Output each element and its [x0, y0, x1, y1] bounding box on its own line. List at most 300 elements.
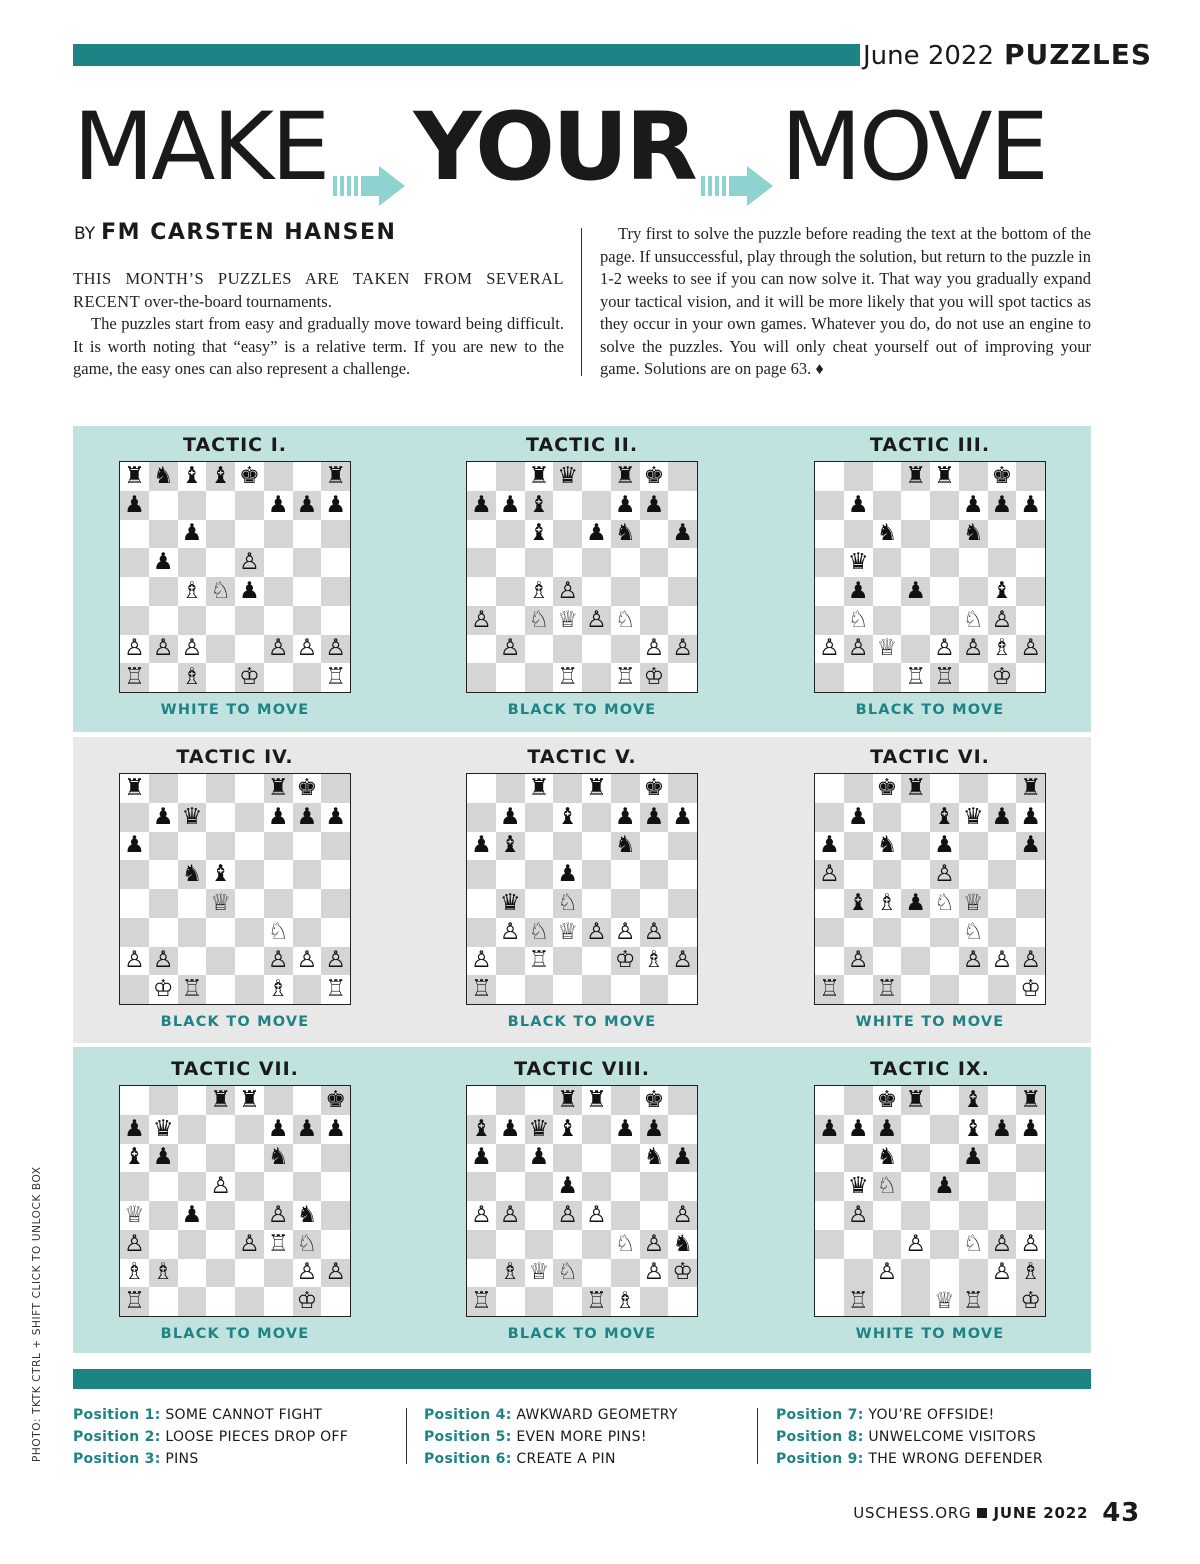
white-pawn-icon: ♙ — [991, 947, 1013, 974]
puzzle-title: TACTIC VI. — [870, 746, 990, 768]
board-square — [321, 832, 350, 861]
board-square — [901, 1201, 930, 1230]
board-square — [815, 1115, 844, 1144]
board-square — [467, 1172, 496, 1201]
board-square — [988, 1115, 1017, 1144]
black-bishop-icon: ♝ — [991, 577, 1013, 604]
black-pawn-icon: ♟ — [557, 861, 578, 888]
board-square — [873, 520, 902, 549]
board-square — [582, 975, 611, 1004]
board-square — [264, 577, 293, 606]
white-pawn-icon: ♙ — [991, 1230, 1013, 1257]
board-square — [293, 577, 322, 606]
board-square — [553, 1201, 582, 1230]
board-square — [264, 832, 293, 861]
board-square — [293, 832, 322, 861]
board-square — [844, 1259, 873, 1288]
board-square — [959, 1259, 988, 1288]
board-square — [149, 1287, 178, 1316]
side-to-move: WHITE TO MOVE — [160, 702, 310, 718]
board-square — [1016, 975, 1045, 1004]
board-square — [930, 1287, 959, 1316]
black-knight-icon: ♞ — [876, 520, 898, 547]
board-square — [611, 803, 640, 832]
board-square — [120, 918, 149, 947]
board-square — [525, 520, 554, 549]
puzzle-title: TACTIC II. — [525, 434, 639, 456]
board-square — [844, 1144, 873, 1173]
white-pawn-icon: ♙ — [152, 947, 174, 974]
board-square — [496, 1086, 525, 1115]
board-square — [582, 1201, 611, 1230]
board-square — [178, 1086, 207, 1115]
board-square — [496, 774, 525, 803]
board-square — [206, 774, 235, 803]
puzzle-4 — [119, 741, 351, 1030]
white-pawn-icon: ♙ — [934, 635, 955, 662]
arrow-right-icon — [333, 128, 407, 168]
board-square — [293, 635, 322, 664]
board-square — [815, 462, 844, 491]
board-square — [149, 1230, 178, 1259]
board-square — [321, 975, 350, 1004]
board-square — [496, 975, 525, 1004]
white-rook-icon: ♖ — [819, 976, 840, 1003]
board-square — [149, 577, 178, 606]
board-square — [178, 491, 207, 520]
board-square — [668, 1230, 697, 1259]
board-square — [873, 803, 902, 832]
board-square — [235, 520, 264, 549]
board-square — [149, 1259, 178, 1288]
white-pawn-icon: ♙ — [643, 1259, 665, 1286]
board-square — [815, 975, 844, 1004]
board-square — [815, 1287, 844, 1316]
board-square — [178, 548, 207, 577]
board-square — [959, 548, 988, 577]
board-square — [844, 577, 873, 606]
board-square — [206, 1172, 235, 1201]
board-square — [525, 947, 554, 976]
board-square — [206, 548, 235, 577]
black-pawn-icon: ♟ — [847, 577, 869, 604]
board-square — [235, 577, 264, 606]
board-square — [959, 635, 988, 664]
chess-board — [466, 461, 698, 693]
white-rook-icon: ♖ — [124, 1288, 145, 1315]
puzzle-title: TACTIC VII. — [171, 1058, 299, 1080]
white-king-icon: ♔ — [991, 664, 1013, 691]
board-square — [1016, 606, 1045, 635]
board-square — [206, 635, 235, 664]
black-bishop-icon: ♝ — [847, 889, 869, 916]
board-square — [988, 520, 1017, 549]
board-square — [496, 606, 525, 635]
board-square — [321, 462, 350, 491]
board-square — [1016, 1172, 1045, 1201]
board-square — [321, 491, 350, 520]
board-square — [640, 1115, 669, 1144]
board-square — [321, 860, 350, 889]
byline-author: FM CARSTEN HANSEN — [101, 220, 397, 245]
black-pawn-icon: ♟ — [905, 889, 926, 916]
board-square — [293, 491, 322, 520]
board-square — [1016, 1144, 1045, 1173]
board-square — [264, 548, 293, 577]
board-square — [149, 1172, 178, 1201]
black-bishop-icon: ♝ — [962, 1086, 984, 1113]
board-square — [901, 548, 930, 577]
board-square — [149, 491, 178, 520]
black-queen-icon: ♛ — [528, 1115, 550, 1142]
board-square — [582, 462, 611, 491]
board-square — [553, 1115, 582, 1144]
board-square — [293, 1115, 322, 1144]
side-to-move: WHITE TO MOVE — [855, 1326, 1005, 1342]
white-rook-icon: ♖ — [528, 947, 550, 974]
black-rook-icon: ♜ — [124, 462, 145, 489]
board-square — [844, 1230, 873, 1259]
board-square — [553, 606, 582, 635]
board-square — [525, 1144, 554, 1173]
board-square — [668, 889, 697, 918]
board-square — [815, 491, 844, 520]
board-square — [844, 520, 873, 549]
white-king-icon: ♔ — [152, 976, 174, 1003]
board-square — [640, 1144, 669, 1173]
white-rook-icon: ♖ — [124, 664, 145, 691]
board-square — [582, 1287, 611, 1316]
board-square — [582, 1086, 611, 1115]
board-square — [120, 1230, 149, 1259]
white-pawn-icon: ♙ — [239, 549, 260, 576]
board-square — [582, 860, 611, 889]
board-square — [293, 918, 322, 947]
board-square — [496, 1259, 525, 1288]
board-square — [467, 832, 496, 861]
board-square — [525, 635, 554, 664]
board-square — [120, 491, 149, 520]
board-square — [120, 1287, 149, 1316]
board-square — [149, 832, 178, 861]
white-pawn-icon: ♙ — [819, 861, 840, 888]
black-pawn-icon: ♟ — [643, 803, 665, 830]
board-square — [293, 1086, 322, 1115]
board-square — [467, 1115, 496, 1144]
board-square — [901, 1259, 930, 1288]
black-pawn-icon: ♟ — [181, 1201, 203, 1228]
board-square — [553, 860, 582, 889]
board-square — [930, 1201, 959, 1230]
board-square — [582, 832, 611, 861]
board-square — [321, 1144, 350, 1173]
board-square — [525, 462, 554, 491]
white-pawn-icon: ♙ — [847, 947, 869, 974]
board-square — [467, 1259, 496, 1288]
board-square — [668, 1115, 697, 1144]
hint-item: Position 1: SOME CANNOT FIGHT — [73, 1407, 323, 1423]
board-square — [120, 1259, 149, 1288]
board-square — [120, 462, 149, 491]
board-square — [930, 491, 959, 520]
white-king-icon: ♔ — [614, 947, 636, 974]
board-square — [496, 889, 525, 918]
board-square — [873, 606, 902, 635]
white-rook-icon: ♖ — [557, 664, 578, 691]
board-square — [321, 606, 350, 635]
side-to-move: BLACK TO MOVE — [160, 1014, 310, 1030]
board-square — [930, 889, 959, 918]
board-square — [582, 803, 611, 832]
black-pawn-icon: ♟ — [267, 803, 289, 830]
hints-divider — [406, 1408, 407, 1464]
hint-item: Position 9: THE WRONG DEFENDER — [776, 1451, 1043, 1467]
puzzle-title: TACTIC VIII. — [514, 1058, 650, 1080]
white-knight-icon: ♘ — [528, 606, 550, 633]
board-square — [959, 860, 988, 889]
board-square — [901, 1086, 930, 1115]
board-square — [496, 860, 525, 889]
board-square — [873, 1172, 902, 1201]
board-square — [668, 577, 697, 606]
black-pawn-icon: ♟ — [905, 577, 926, 604]
board-square — [901, 889, 930, 918]
white-pawn-icon: ♙ — [557, 577, 578, 604]
board-square — [120, 548, 149, 577]
white-queen-icon: ♕ — [934, 1288, 955, 1315]
white-king-icon: ♔ — [672, 1259, 693, 1286]
board-square — [988, 548, 1017, 577]
board-square — [206, 975, 235, 1004]
board-square — [611, 577, 640, 606]
board-square — [206, 491, 235, 520]
board-square — [206, 947, 235, 976]
board-square — [264, 1259, 293, 1288]
black-knight-icon: ♞ — [672, 1230, 693, 1257]
white-pawn-icon: ♙ — [267, 635, 289, 662]
board-square — [553, 1086, 582, 1115]
white-knight-icon: ♘ — [210, 577, 231, 604]
white-pawn-icon: ♙ — [847, 1201, 869, 1228]
white-rook-icon: ♖ — [876, 976, 898, 1003]
board-square — [668, 462, 697, 491]
board-square — [496, 520, 525, 549]
board-square — [640, 606, 669, 635]
black-pawn-icon: ♟ — [325, 803, 346, 830]
board-square — [496, 832, 525, 861]
board-square — [815, 548, 844, 577]
board-square — [1016, 832, 1045, 861]
puzzle-5 — [466, 741, 698, 1030]
puzzle-2 — [466, 429, 698, 718]
page-number: 43 — [1102, 1498, 1140, 1528]
board-square — [467, 774, 496, 803]
black-rook-icon: ♜ — [528, 462, 550, 489]
board-square — [930, 918, 959, 947]
black-rook-icon: ♜ — [934, 462, 955, 489]
board-square — [321, 1230, 350, 1259]
board-square — [844, 1172, 873, 1201]
black-pawn-icon: ♟ — [499, 803, 521, 830]
board-square — [235, 1230, 264, 1259]
board-square — [668, 947, 697, 976]
board-square — [930, 975, 959, 1004]
board-square — [930, 1144, 959, 1173]
board-square — [525, 491, 554, 520]
board-square — [988, 1259, 1017, 1288]
board-square — [149, 889, 178, 918]
board-square — [467, 1144, 496, 1173]
black-king-icon: ♚ — [876, 1086, 898, 1113]
board-square — [178, 462, 207, 491]
white-pawn-icon: ♙ — [325, 1259, 346, 1286]
board-square — [525, 548, 554, 577]
black-pawn-icon: ♟ — [471, 1144, 492, 1171]
white-pawn-icon: ♙ — [991, 1259, 1013, 1286]
board-square — [640, 1230, 669, 1259]
white-bishop-icon: ♗ — [876, 889, 898, 916]
board-square — [467, 1230, 496, 1259]
intro-lead-caps: THIS MONTH’S PUZZLES ARE TAKEN FROM SEVERAL RECENT — [73, 269, 564, 311]
black-king-icon: ♚ — [325, 1086, 346, 1113]
white-bishop-icon: ♗ — [181, 577, 203, 604]
black-knight-icon: ♞ — [876, 1144, 898, 1171]
black-queen-icon: ♛ — [847, 549, 869, 576]
board-square — [321, 1259, 350, 1288]
board-square — [611, 947, 640, 976]
black-pawn-icon: ♟ — [934, 1173, 955, 1200]
board-square — [1016, 491, 1045, 520]
white-queen-icon: ♕ — [124, 1201, 145, 1228]
white-pawn-icon: ♙ — [152, 635, 174, 662]
board-square — [930, 803, 959, 832]
board-square — [235, 975, 264, 1004]
board-square — [901, 947, 930, 976]
board-square — [582, 918, 611, 947]
hints-column-1 — [73, 1404, 348, 1470]
board-square — [149, 635, 178, 664]
white-bishop-icon: ♗ — [152, 1259, 174, 1286]
white-pawn-icon: ♙ — [847, 635, 869, 662]
board-square — [293, 1172, 322, 1201]
board-square — [206, 860, 235, 889]
black-knight-icon: ♞ — [614, 520, 636, 547]
white-rook-icon: ♖ — [471, 1288, 492, 1315]
board-square — [553, 774, 582, 803]
board-square — [293, 1144, 322, 1173]
white-knight-icon: ♘ — [614, 606, 636, 633]
title-word-move: MOVE — [780, 92, 1046, 202]
board-square — [844, 1115, 873, 1144]
board-square — [120, 1086, 149, 1115]
board-square — [1016, 1259, 1045, 1288]
board-square — [467, 1287, 496, 1316]
board-square — [844, 774, 873, 803]
black-pawn-icon: ♟ — [962, 1144, 984, 1171]
white-pawn-icon: ♙ — [962, 635, 984, 662]
board-square — [206, 663, 235, 692]
white-pawn-icon: ♙ — [296, 635, 318, 662]
board-square — [873, 918, 902, 947]
board-square — [901, 635, 930, 664]
white-queen-icon: ♕ — [528, 1259, 550, 1286]
board-square — [553, 663, 582, 692]
puzzle-title: TACTIC IV. — [176, 746, 294, 768]
board-square — [844, 635, 873, 664]
board-square — [264, 491, 293, 520]
chess-board — [466, 773, 698, 1005]
board-square — [525, 663, 554, 692]
board-square — [293, 1259, 322, 1288]
board-square — [815, 947, 844, 976]
board-square — [844, 663, 873, 692]
board-square — [1016, 860, 1045, 889]
white-knight-icon: ♘ — [267, 918, 289, 945]
board-square — [640, 462, 669, 491]
board-square — [235, 606, 264, 635]
black-rook-icon: ♜ — [905, 462, 926, 489]
board-square — [467, 1086, 496, 1115]
board-square — [901, 606, 930, 635]
board-square — [930, 635, 959, 664]
board-square — [149, 1115, 178, 1144]
board-square — [815, 663, 844, 692]
board-square — [611, 1201, 640, 1230]
board-square — [844, 462, 873, 491]
board-square — [844, 803, 873, 832]
board-square — [467, 663, 496, 692]
black-pawn-icon: ♟ — [124, 491, 145, 518]
white-pawn-icon: ♙ — [267, 1201, 289, 1228]
board-square — [640, 1287, 669, 1316]
board-square — [264, 1230, 293, 1259]
board-square — [1016, 947, 1045, 976]
board-square — [321, 635, 350, 664]
hint-item: Position 3: PINS — [73, 1451, 199, 1467]
black-rook-icon: ♜ — [239, 1086, 260, 1113]
board-square — [873, 548, 902, 577]
board-square — [120, 606, 149, 635]
black-pawn-icon: ♟ — [876, 1115, 898, 1142]
board-square — [321, 548, 350, 577]
board-square — [496, 947, 525, 976]
board-square — [988, 1230, 1017, 1259]
board-square — [815, 1144, 844, 1173]
board-square — [988, 803, 1017, 832]
board-square — [178, 889, 207, 918]
board-square — [293, 774, 322, 803]
black-king-icon: ♚ — [991, 462, 1013, 489]
board-square — [668, 1086, 697, 1115]
board-square — [959, 975, 988, 1004]
white-pawn-icon: ♙ — [557, 1201, 578, 1228]
black-knight-icon: ♞ — [181, 861, 203, 888]
board-square — [582, 663, 611, 692]
board-square — [668, 1172, 697, 1201]
board-square — [959, 577, 988, 606]
board-square — [264, 975, 293, 1004]
board-square — [293, 1230, 322, 1259]
board-square — [668, 1287, 697, 1316]
puzzle-title: TACTIC I. — [182, 434, 287, 456]
black-bishop-icon: ♝ — [471, 1115, 492, 1142]
board-square — [553, 889, 582, 918]
board-square — [1016, 577, 1045, 606]
board-square — [293, 520, 322, 549]
board-square — [640, 832, 669, 861]
black-pawn-icon: ♟ — [672, 1144, 693, 1171]
board-square — [640, 1086, 669, 1115]
